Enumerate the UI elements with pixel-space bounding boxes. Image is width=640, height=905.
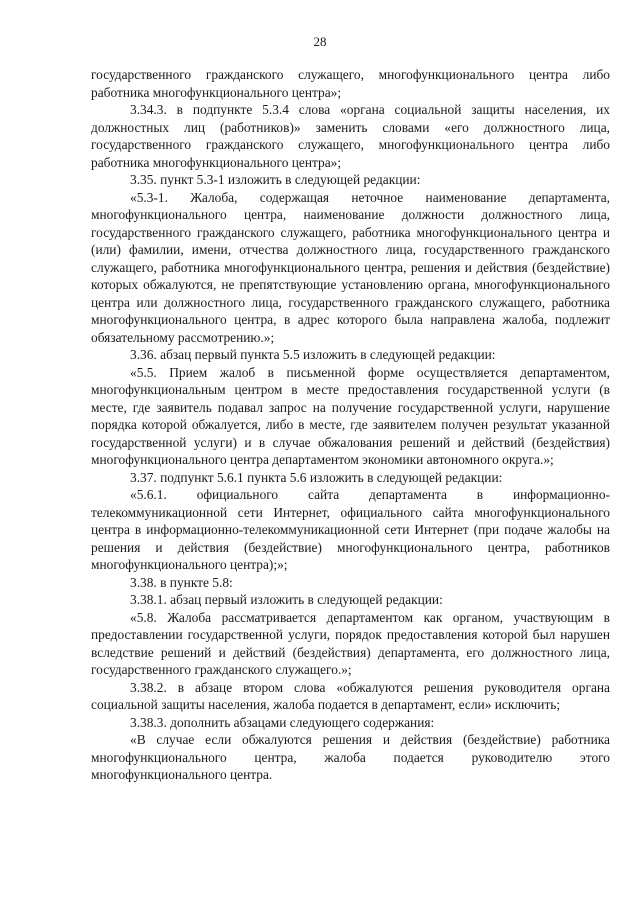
paragraph: 3.34.3. в подпункте 5.3.4 слова «органа социальной защиты населения, их должностных лиц (работников)» заменить словами «его должностного лица, государственного гражданского служащего, многофункционального центра либо работника многофункционального центра»;: [91, 102, 610, 170]
paragraph: «5.6.1. официального сайта департамента в информационно-телекоммуникационной сети Интернет, официального сайта многофункционального центра в информационно-телекоммуникационной сети Интернет (при подаче жалобы на решения и действия (бездействие) многофункционального центра, работников многофункционального центра);»;: [91, 487, 610, 572]
paragraph: 3.38.1. абзац первый изложить в следующей редакции:: [130, 592, 443, 607]
paragraph: «5.3-1. Жалоба, содержащая неточное наименование департамента, многофункционального центра, наименование должности должностного лица, государственного гражданского служащего, работника многофункционального центра и (или) фамилии, имени, отчества должностного лица, государственного гражданского служащего, работника многофункционального центра, решения и действия (бездействие) которых обжалуются, не препятствующие установлению органа, многофункционального центра или должностного лица, государственного гражданского служащего, работника многофункционального центра, в адрес которого была направлена жалоба, подлежит обязательному рассмотрению.»;: [91, 189, 610, 345]
paragraph: 3.36. абзац первый пункта 5.5 изложить в следующей редакции:: [130, 347, 496, 362]
paragraph: 3.38. в пункте 5.8:: [130, 574, 233, 590]
document-body: [91, 66, 610, 784]
paragraph: «5.5. Прием жалоб в письменной форме осуществляется департаментом, многофункциональным центром в месте предоставления государственной услуги (в месте, где заявитель подавал запрос на получение государственной услуги, нарушение порядка которой обжалуется, либо в месте, где заявителем получен результат указанной государственной услуги) и в случае обжалования решений и действий (бездействия) многофункционального центра департаментом экономики автономного округа.»;: [91, 364, 610, 467]
paragraph: «5.8. Жалоба рассматривается департаментом как органом, участвующим в предоставлении государственной услуги, порядок предоставления которой был нарушен вследствие решений и действий (бездействия) департамента, его должностного лица, государственного гражданского служащего.»;: [91, 609, 610, 677]
paragraph: 3.35. пункт 5.3-1 изложить в следующей редакции:: [130, 172, 421, 187]
paragraph: государственного гражданского служащего, многофункционального центра либо работника многофункционального центра»;: [91, 67, 610, 100]
paragraph: 3.38.2. в абзаце втором слова «обжалуются решения руководителя органа социальной защиты населения, жалоба подается в департамент, если» исключить;: [91, 679, 610, 712]
paragraph: 3.38.3. дополнить абзацами следующего содержания:: [130, 714, 435, 730]
page-number: 28: [313, 34, 327, 49]
paragraph: 3.37. подпункт 5.6.1 пункта 5.6 изложить в следующей редакции:: [130, 469, 503, 485]
paragraph: «В случае если обжалуются решения и действия (бездействие) работника многофункционального центра, жалоба подается руководителю этого многофункционального центра.: [91, 732, 610, 782]
